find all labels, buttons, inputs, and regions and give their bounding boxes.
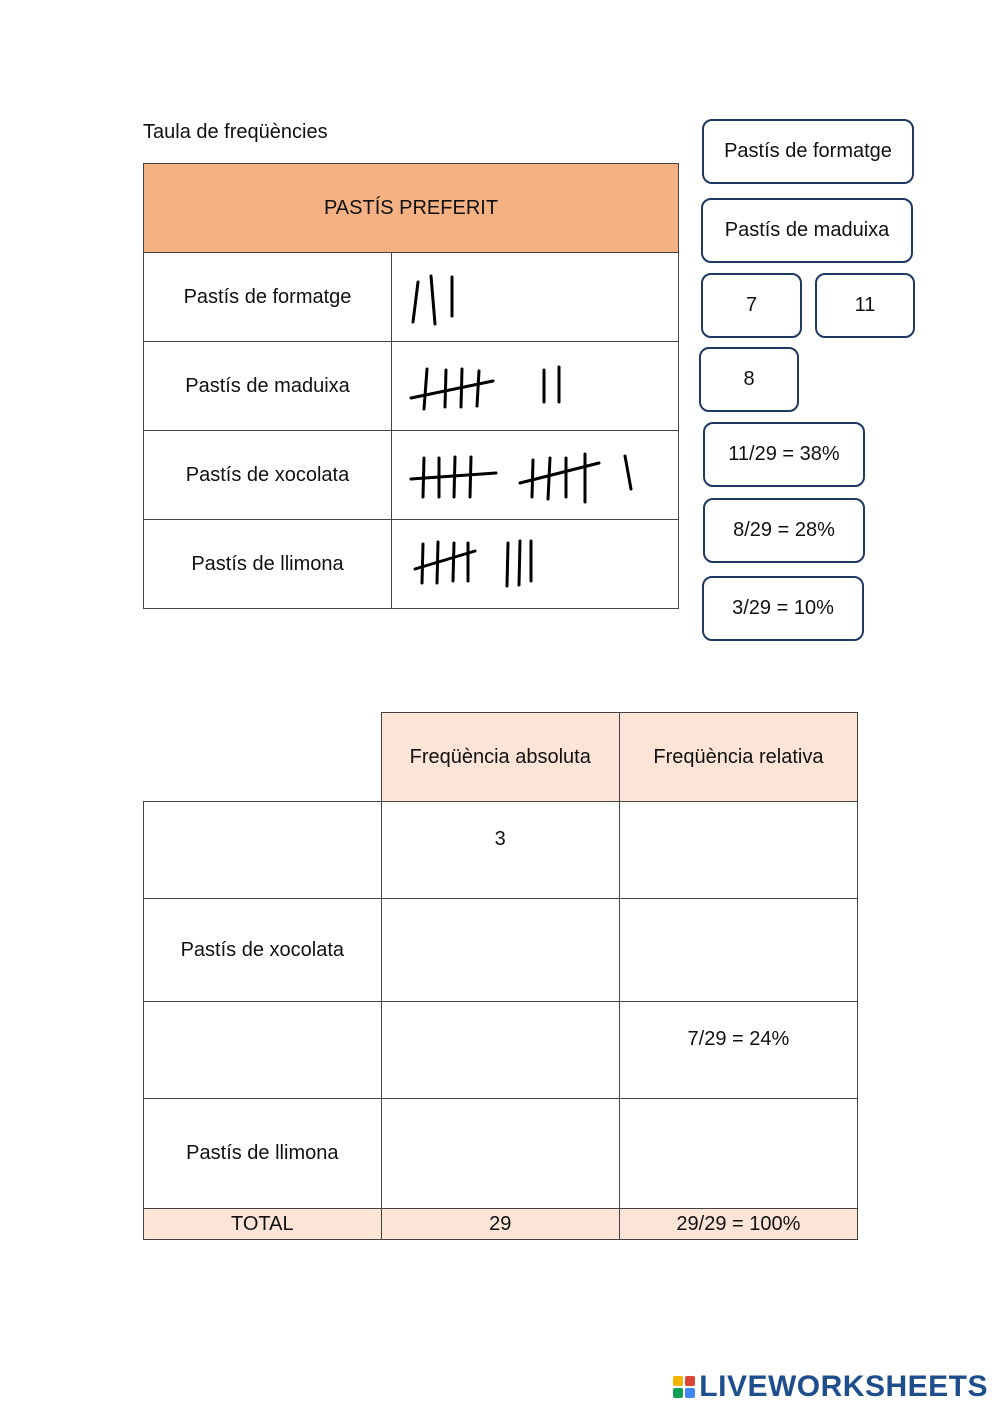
tally-marks (392, 431, 679, 520)
tally-row (144, 520, 679, 609)
tally-marks-llimona (392, 521, 678, 607)
answer-chip-3-29[interactable]: 3/29 = 10% (702, 576, 864, 641)
total-relative: 29/29 = 100% (619, 1209, 857, 1240)
drop-slot-label[interactable] (144, 1002, 382, 1099)
tally-marks (392, 342, 679, 431)
tally-table-header: PASTÍS PREFERIT (144, 164, 679, 253)
tally-table (143, 163, 679, 609)
answer-chip-7[interactable]: 7 (701, 273, 802, 338)
answer-chip-11-29[interactable]: 11/29 = 38% (703, 422, 865, 487)
table-row (144, 1099, 858, 1209)
logo-square (685, 1376, 695, 1386)
tally-row-label: Pastís de formatge (144, 253, 392, 342)
tally-row (144, 431, 679, 520)
logo-mark-icon (673, 1376, 695, 1398)
total-row (144, 1209, 858, 1240)
answer-chip-11[interactable]: 11 (815, 273, 915, 338)
relative-value-cell: 7/29 = 24% (619, 1002, 857, 1099)
tally-marks (392, 520, 679, 609)
drop-slot-label[interactable] (144, 802, 382, 899)
total-absolute: 29 (381, 1209, 619, 1240)
logo-square (673, 1376, 683, 1386)
tally-marks-formatge (392, 254, 678, 340)
table-row (144, 802, 858, 899)
answer-chip-8[interactable]: 8 (699, 347, 799, 412)
logo-text: LIVEWORKSHEETS (699, 1370, 988, 1403)
drop-slot-relative[interactable] (619, 1099, 857, 1209)
tally-row-label: Pastís de maduixa (144, 342, 392, 431)
tally-row-label: Pastís de xocolata (144, 431, 392, 520)
table-row (144, 1002, 858, 1099)
answer-chip-maduixa[interactable]: Pastís de maduixa (701, 198, 913, 263)
table-row (144, 899, 858, 1002)
drop-slot-absolute[interactable] (381, 899, 619, 1002)
row-label: Pastís de xocolata (144, 899, 382, 1002)
row-label: Pastís de llimona (144, 1099, 382, 1209)
total-label: TOTAL (144, 1209, 382, 1240)
drop-slot-relative[interactable] (619, 899, 857, 1002)
liveworksheets-logo (673, 1370, 988, 1404)
absolute-value-cell: 3 (381, 802, 619, 899)
drop-slot-absolute[interactable] (381, 1099, 619, 1209)
frequency-table (143, 712, 858, 1240)
tally-marks (392, 253, 679, 342)
drop-slot-absolute[interactable] (381, 1002, 619, 1099)
frequency-table-corner (144, 713, 382, 802)
answer-chip-formatge[interactable]: Pastís de formatge (702, 119, 914, 184)
answer-chip-8-29[interactable]: 8/29 = 28% (703, 498, 865, 563)
tally-marks-xocolata (392, 432, 678, 518)
logo-square (685, 1388, 695, 1398)
col-header-absolute: Freqüència absoluta (381, 713, 619, 802)
worksheet-title: Taula de freqüències (143, 121, 328, 143)
tally-row (144, 253, 679, 342)
logo-square (673, 1388, 683, 1398)
drop-slot-relative[interactable] (619, 802, 857, 899)
tally-marks-maduixa (392, 343, 678, 429)
tally-row (144, 342, 679, 431)
col-header-relative: Freqüència relativa (619, 713, 857, 802)
tally-row-label: Pastís de llimona (144, 520, 392, 609)
